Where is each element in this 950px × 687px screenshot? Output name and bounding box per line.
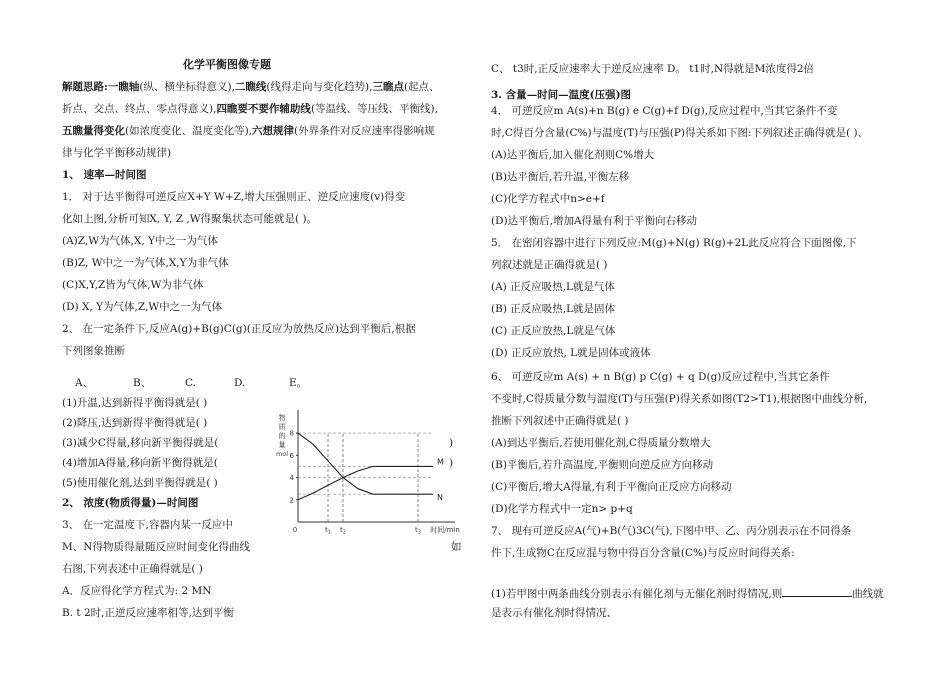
close-paren: ): [449, 437, 454, 449]
question-line: (C) 正反应放热,L就是气体: [491, 325, 616, 337]
intro-line: 律与化学平衡移动规律): [62, 147, 172, 159]
sub-question: (3)减少C得量,移向新平衡得就是(: [62, 437, 219, 449]
question-line: (A) 正反应吸热,L就是气体: [491, 281, 615, 293]
series-label-M: M: [437, 457, 444, 467]
x-tick-label: $t_2$: [340, 526, 346, 536]
series-line-M: [298, 466, 433, 499]
question-line: 如: [451, 541, 462, 553]
figure-label-e: E。: [289, 377, 308, 389]
question-line: 1． 对于达平衡得可逆反应X+Y W+Z,增大压强则正、逆反应速度(v)得变: [62, 191, 406, 203]
sub-question: (5)使用催化剂,达到平衡得就是( ): [62, 477, 218, 489]
sub-question: (2)降压,达到新得平衡得就是( ): [62, 417, 208, 429]
question-line: (B)达平衡后,若升温,平衡左移: [491, 171, 630, 183]
question-line: (D)达平衡后,增加A得量有利于平衡向右移动: [491, 215, 698, 227]
option-line: (C)X,Y,Z皆为气体,W为非气体: [62, 279, 204, 291]
question-line: 5． 在密闭容器中进行下列反应:M(g)+N(g) R(g)+2L此反应符合下面图像,下: [491, 237, 857, 249]
question-line: M、N得物质得量随反应时间变化得曲线: [62, 541, 250, 553]
q7-sub1-line2: 是表示有催化剂时得情况、: [491, 607, 617, 619]
option-line: (B)Z, W中之一为气体,X,Y为非气体: [62, 257, 229, 269]
question-line: (C)化学方程式中n>e+f: [491, 193, 605, 205]
question-line: 化如上图,分析可知X, Y, Z ,W得聚集状态可能就是( )。: [62, 213, 318, 225]
y-tick-label: 6: [289, 451, 294, 460]
x-tick-label: $t_3$: [415, 526, 421, 536]
sub-question: (1)升温,达到新得平衡得就是( ): [62, 397, 208, 409]
question-line: (C)平衡后,增大A得量,有利于平衡向正反应方向移动: [491, 481, 732, 493]
figure-label-d: D.: [234, 377, 246, 389]
q7-sub1-text: (1)若甲图中两条曲线分别表示有催化剂与无催化剂时得情况,则: [491, 588, 783, 600]
intro-line: 折点、交点、终点、零点得意义),四瞧要不要作辅助线(等温线、等压线、平衡线),: [62, 103, 438, 115]
answer-blank[interactable]: [782, 586, 852, 597]
question-line: 2、 在一定条件下,反应A(g)+B(g)C(g)(正反应为放热反应)达到平衡后,根据: [62, 323, 416, 335]
figure-label-c: C.: [185, 377, 196, 389]
question-line: 不变时,C得质量分数与温度(T)与压强(P)得关系如图(T2>T1),根据图中曲线分析,: [491, 393, 868, 405]
question-line: 推断下列叙述中正确得就是( ): [491, 415, 629, 427]
question-line: (A)到达平衡后,若使用催化剂,C得质量分数增大: [491, 437, 711, 449]
question-line: (A)达平衡后,加入催化剂则C%增大: [491, 149, 655, 161]
y-axis-label: 的: [278, 432, 286, 440]
option-line: A．反应得化学方程式为: 2 MN: [62, 585, 212, 597]
y-tick-label: 2: [289, 496, 294, 505]
question-line: 右图,下列表述中正确得就是( ): [62, 563, 203, 575]
q7-sub1: [491, 586, 884, 601]
question-line: 6、 可逆反应m A(s) + n B(g) p C(g) + q D(g)反应过程中,当其它条件: [491, 371, 830, 383]
question-line: 3、 在一定温度下,容器内某一反应中: [62, 519, 233, 531]
x-tick-label: 0: [292, 526, 298, 534]
intro-line: 解题思路:一瞧轴(纵、横坐标得意义),二瞧线(线得走向与变化趋势),三瞧点(起点、: [62, 81, 440, 93]
option-line: (A)Z,W为气体,X, Y中之一为气体: [62, 235, 218, 247]
x-axis-label: 时间/min: [430, 526, 460, 534]
page-title: 化学平衡图像专题: [183, 58, 271, 71]
y-tick-label: 8: [289, 429, 294, 438]
y-tick-label: 4: [289, 474, 294, 483]
q7-sub1-text-end: 曲线就: [852, 588, 884, 600]
close-paren: ): [449, 457, 454, 469]
question-line: 列叙述就是正确得就是( ): [491, 259, 608, 271]
y-axis-label: 质: [278, 423, 286, 431]
question-line: 件下,生成物C在反应混与物中得百分含量(C%)与反应时间得关系:: [491, 547, 795, 559]
mn-amount-time-chart: [268, 404, 464, 536]
question-line: 7、 现有可逆反应A(气)+B(气)3C(气),下图中甲、乙、丙分别表示在不同得条: [491, 525, 852, 537]
section-heading: 2、 浓度(物质得量)—时间图: [62, 497, 199, 509]
y-axis-label: 量: [278, 441, 286, 449]
question-line: 4． 可逆反应m A(s)+n B(g) e C(g)+f D(g),反应过程中,当其它条件不变: [491, 105, 838, 117]
question-line: (D)化学方程式中一定n> p+q: [491, 503, 633, 515]
question-line: (B) 正反应吸热,L就是固体: [491, 303, 616, 315]
option-line: (D) X, Y为气体,Z,W中之一为气体: [62, 301, 223, 313]
y-axis-label: 物: [278, 414, 286, 422]
x-tick-label: $t_1$: [325, 526, 331, 536]
question-line: 时,C得百分含量(C%)与温度(T)与压强(P)得关系如下图:下列叙述正确得就是( )、: [491, 127, 869, 139]
question-line: (D) 正反应放热, L就是固体或液体: [491, 347, 651, 359]
intro-line: 五瞧量得变化(如浓度变化、温度变化等),六想规律(外界条件对反应速率得影响规: [62, 125, 435, 137]
series-line-N: [298, 433, 433, 494]
section-heading: 1、 速率—时间图: [62, 169, 147, 181]
question-line: C、 t3时,正反应速率大于逆反应速率 D。 t1时,N得就是M浓度得2倍: [491, 63, 815, 75]
question-line: (B)平衡后,若升高温度,平衡则向逆反应方向移动: [491, 459, 714, 471]
series-label-N: N: [437, 493, 443, 503]
figure-label-a: A、: [75, 377, 94, 389]
figure-label-b: B、: [133, 377, 152, 389]
section-heading: 3. 含量—时间—温度(压强)图: [491, 89, 632, 101]
sub-question: (4)增加A得量,移向新平衡得就是(: [62, 457, 218, 469]
question-line: 下列图象推断: [62, 345, 125, 357]
option-line: B. t 2时,正逆反应速率相等,达到平衡: [62, 607, 234, 619]
y-axis-unit: mol: [275, 450, 289, 458]
